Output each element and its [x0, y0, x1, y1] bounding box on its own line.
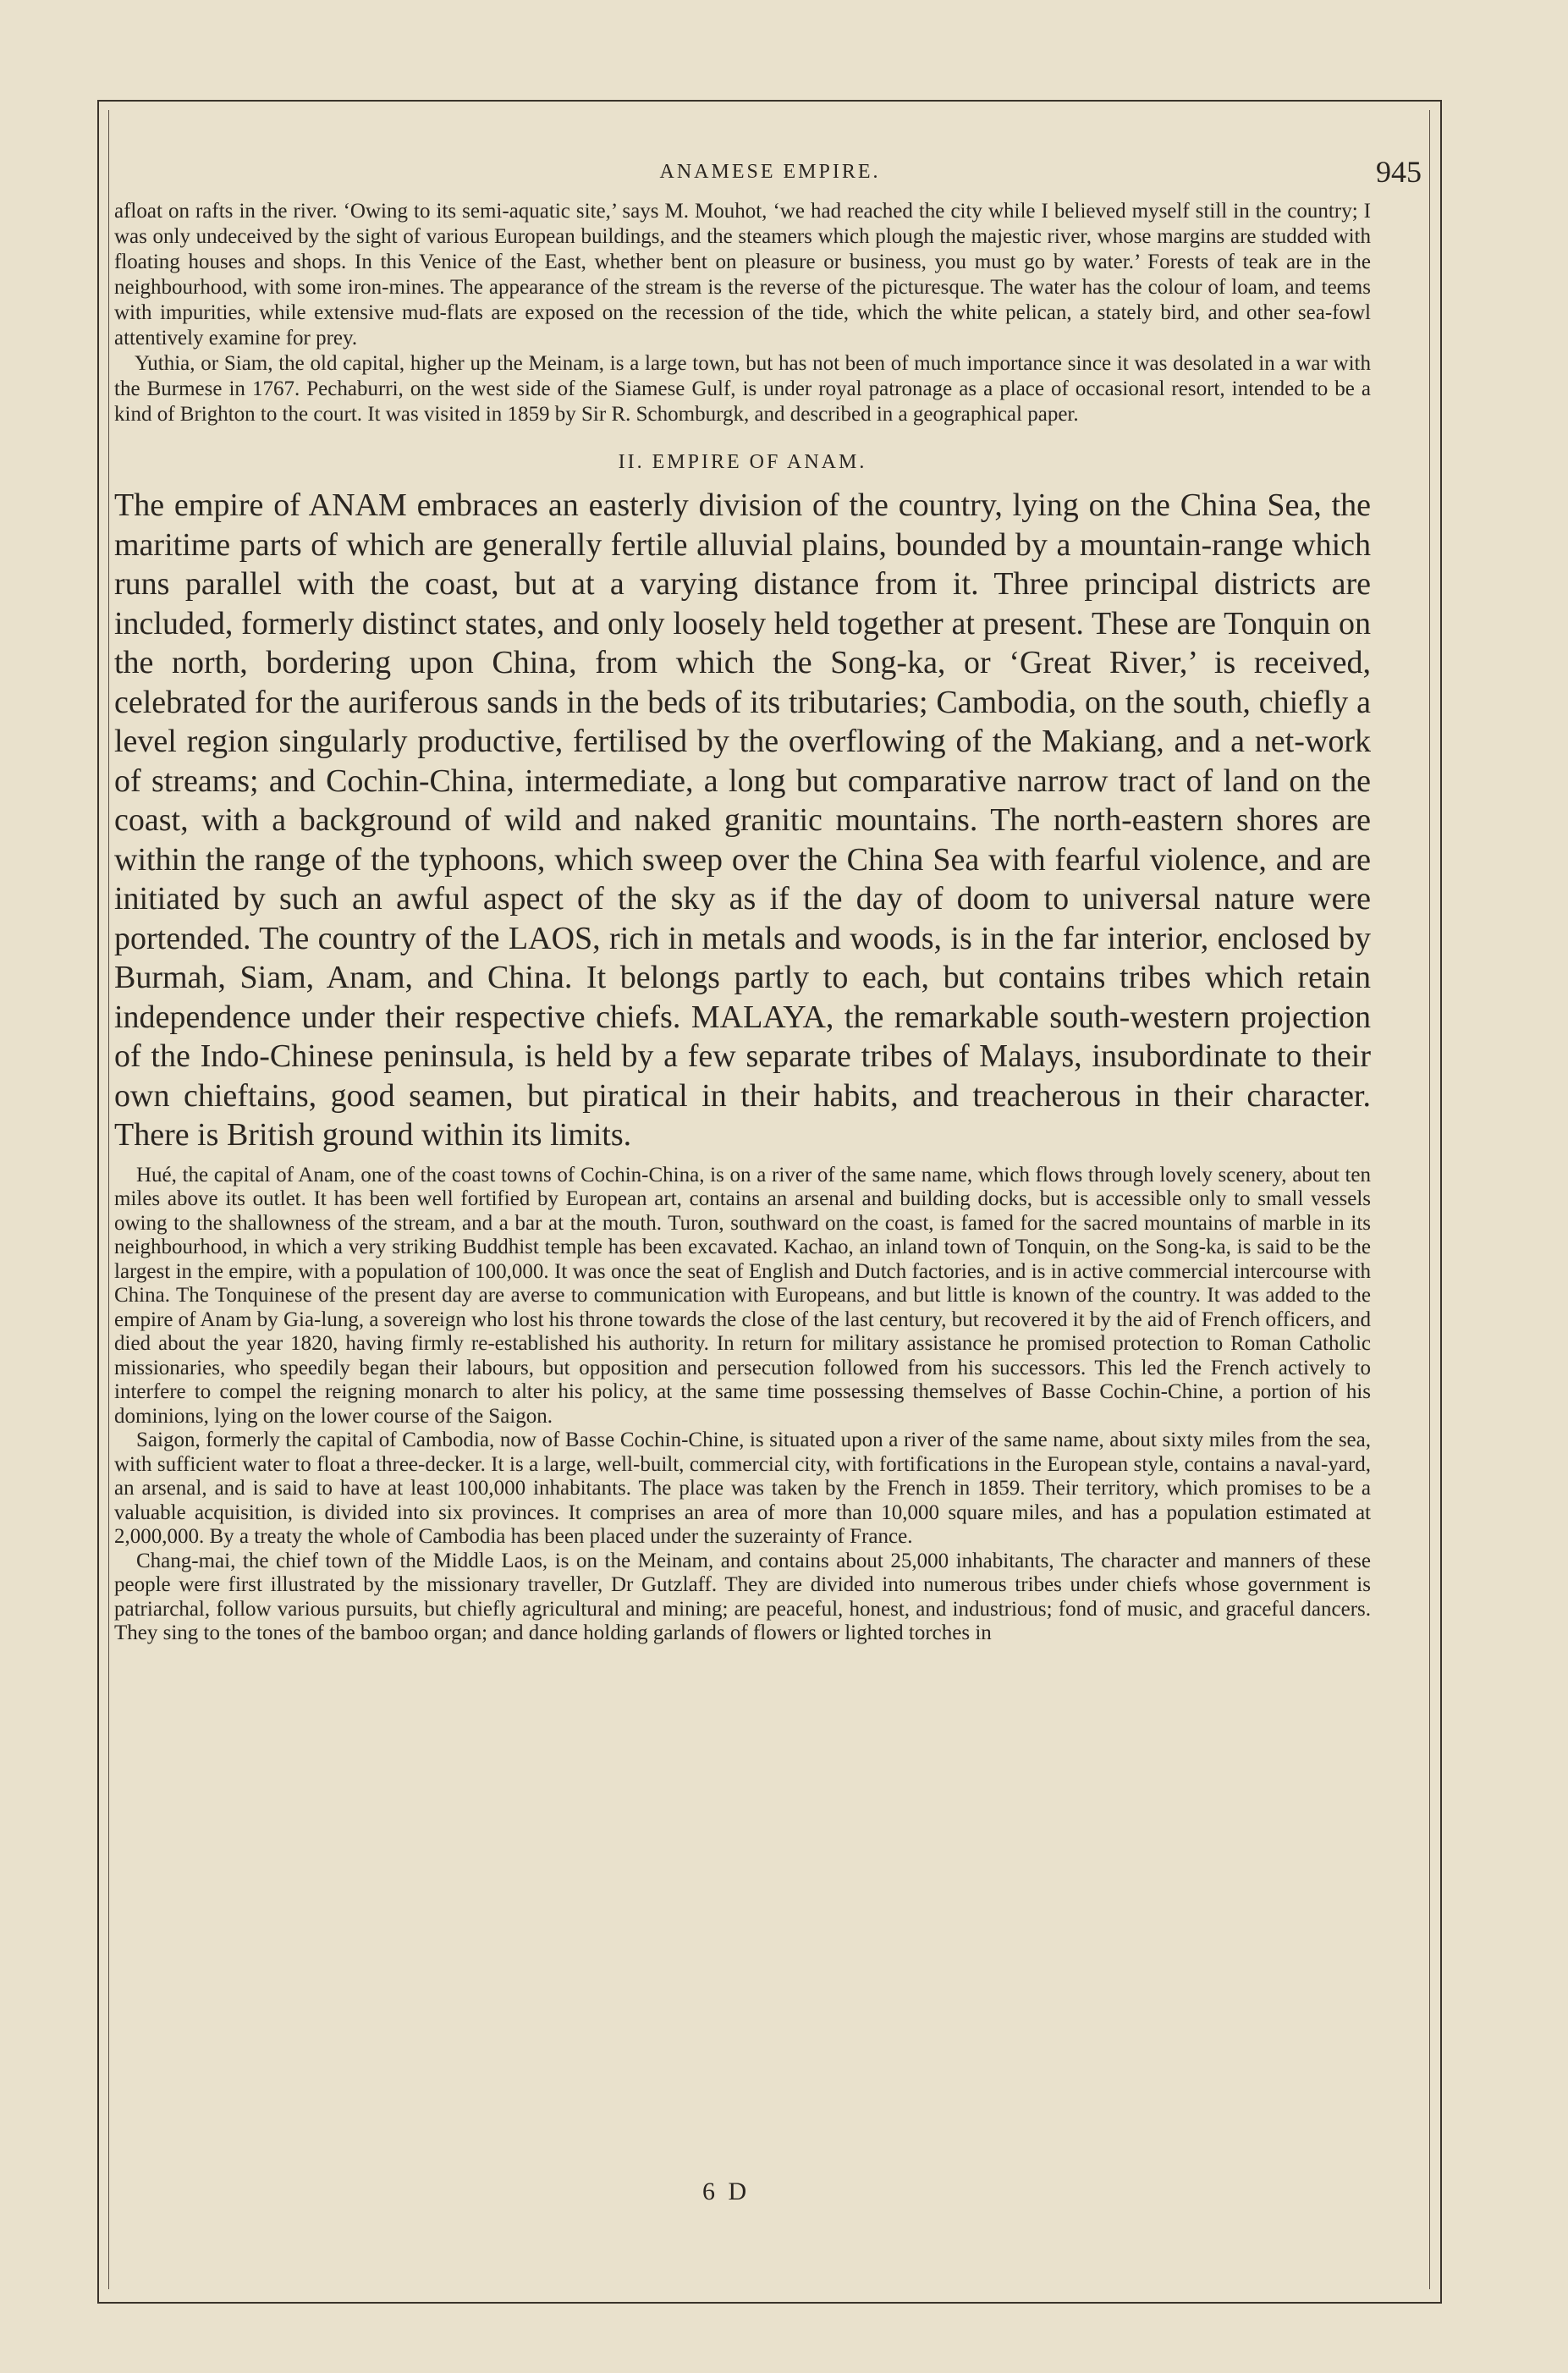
main-paragraph: The empire of ANAM embraces an easterly division of the country, lying on the China Sea, the maritime parts of which are generally fertile alluvial plains, bounded by a mountain-range which runs parallel with the coast, but at a varying distance from it. Three principal districts are included, formerly distinct states, and only loosely held together at present. These are Tonquin on the north, bordering upon China, from which the Song-ka, or ‘Great River,’ is received, celebrated for the auriferous sands in the beds of its tributaries; Cambodia, on the south, chiefly a level region singularly productive, fertilised by the overflowing of the Makiang, and a net-work of streams; and Cochin-China, intermediate, a long but comparative narrow tract of land on the coast, with a background of wild and naked granitic mountains. The north-eastern shores are within the range of the typhoons, which sweep over the China Sea with fearful violence, and are initiated by such an awful aspect of the sky as if the day of doom to universal nature were portended. The country of the LAOS, rich in metals and woods, is in the far interior, enclosed by Burmah, Siam, Anam, and China. It belongs partly to each, but contains tribes which retain independence under their respective chiefs. MALAYA, the remarkable south-western projection of the Indo-Chinese peninsula, is held by a few separate tribes of Malays, insubordinate to their own chieftains, good seamen, but piratical in their habits, and treacherous in their character. There is British ground within its limits. [114, 487, 1371, 1153]
paragraph: afloat on rafts in the river. ‘Owing to its semi-aquatic site,’ says M. Mouhot, ‘we had reached the city while I believed myself still in the country; I was only undeceived by the sight of various European buildings, and the steamers which plough the majestic river, whose margins are studded with floating houses and shops. In this Venice of the East, whether bent on pleasure or business, you must go by water.’ Forests of teak are in the neighbourhood, with some iron-mines. The appearance of the stream is the reverse of the picturesque. The water has the colour of loam, and teems with impurities, while extensive mud-flats are exposed on the recession of the tide, which the white pelican, a stately bird, and other sea-fowl attentively examine for prey. [114, 200, 1371, 350]
page-body [114, 199, 1371, 1646]
main-text-block [114, 486, 1371, 1155]
top-text-block [114, 199, 1371, 427]
paragraph: Chang-mai, the chief town of the Middle Laos, is on the Meinam, and contains about 25,000 inhabitants, The character and manners of these people were first illustrated by the missionary traveller, Dr Gutzlaff. They are divided into numerous tribes under chiefs whose government is patriarchal, follow various pursuits, but chiefly agricultural and mining; are peaceful, honest, and industrious; fond of music, and graceful dancers. They sing to the tones of the bamboo organ; and dance holding garlands of flowers or lighted torches in [114, 1549, 1371, 1644]
lower-text-block [114, 1164, 1371, 1646]
paragraph: Saigon, formerly the capital of Cambodia, now of Basse Cochin-Chine, is situated upon a river of the same name, about sixty miles from the sea, with sufficient water to float a three-decker. It is a large, well-built, commercial city, with fortifications in the European style, contains a naval-yard, an arsenal, and is said to have at least 100,000 inhabitants. The place was taken by the French in 1859. Their territory, which promises to be a valuable acquisition, is divided into six provinces. It comprises an area of more than 10,000 square miles, and has a population estimated at 2,000,000. By a treaty the whole of Cambodia has been placed under the suzerainty of France. [114, 1429, 1371, 1548]
paragraph: Yuthia, or Siam, the old capital, higher up the Meinam, is a large town, but has not been of much importance since it was desolated in a war with the Burmese in 1767. Pechaburri, on the west side of the Siamese Gulf, is under royal patronage as a place of occasional resort, intended to be a kind of Brighton to the court. It was visited in 1859 by Sir R. Schomburgk, and described in a geographical paper. [114, 352, 1371, 426]
section-heading: II. EMPIRE OF ANAM. [618, 451, 867, 473]
signature-mark: 6 D [702, 2178, 751, 2205]
running-head: ANAMESE EMPIRE. [659, 161, 881, 183]
page-header [110, 155, 1430, 195]
paragraph: Hué, the capital of Anam, one of the coast towns of Cochin-China, is on a river of the same name, which flows through lovely scenery, about ten miles above its outlet. It has been well fortified by European art, contains an arsenal and building docks, but is accessible only to small vessels owing to the shallowness of the stream, and a bar at the mouth. Turon, southward on the coast, is famed for the sacred mountains of marble in its neighbourhood, in which a very striking Buddhist temple has been excavated. Kachao, an inland town of Tonquin, on the Song-ka, is said to be the largest in the empire, with a population of 100,000. It was once the seat of English and Dutch factories, and is in active commercial intercourse with China. The Tonquinese of the present day are averse to communication with Europeans, and but little is known of the country. It was added to the empire of Anam by Gia-lung, a sovereign who lost his throne towards the close of the last century, but recovered it by the aid of French officers, and died about the year 1820, having firmly re-established his authority. In return for military assistance he promised protection to Roman Catholic missionaries, who speedily began their labours, but opposition and persecution followed from his successors. This led the French actively to interfere to compel the reigning monarch to alter his policy, at the same time possessing themselves of Basse Cochin-Chine, a portion of his dominions, lying on the lower course of the Saigon. [114, 1163, 1371, 1428]
page-number: 945 [1376, 155, 1422, 189]
